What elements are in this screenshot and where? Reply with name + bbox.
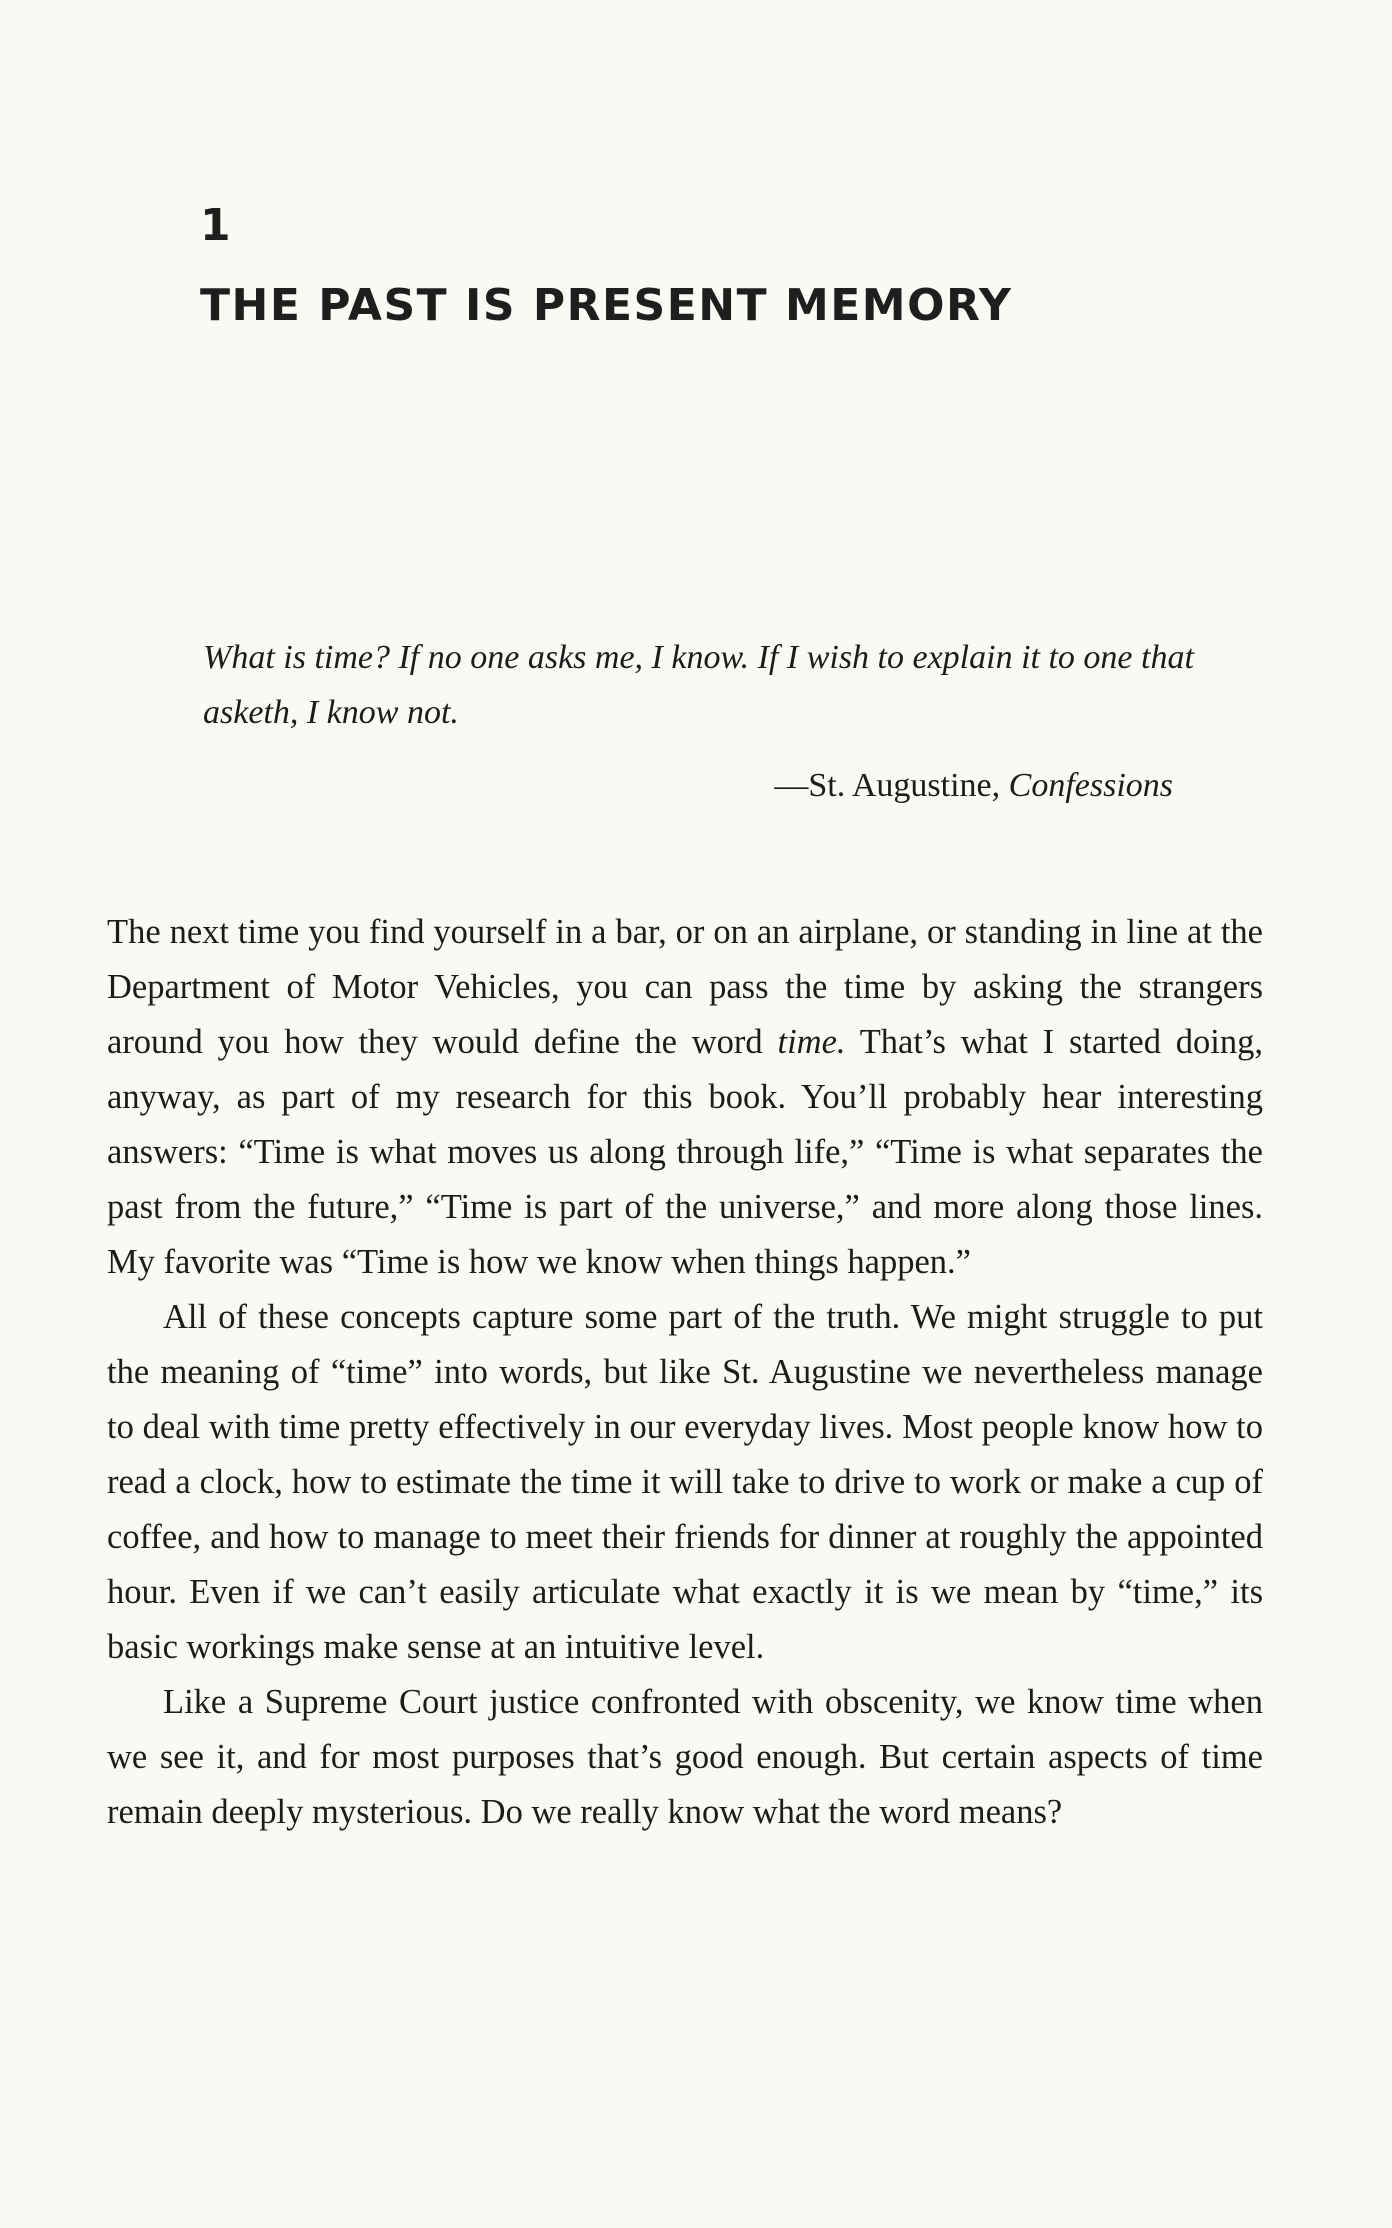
epigraph-work-title: Confessions: [1008, 767, 1173, 804]
paragraph-1-emphasis: time.: [777, 1023, 846, 1061]
chapter-number: 1: [200, 200, 231, 251]
epigraph: [203, 630, 1194, 813]
paragraph-2: All of these concepts capture some part of the truth. We might struggle to put the meaning of “time” into words, but like St. Augustine we nevertheless manage to deal with time pretty effectively in our everyday lives. Most people know how to read a clock, how to estimate the time it will take to drive to work or make a cup of coffee, and how to manage to meet their friends for dinner at roughly the appointed hour. Even if we can’t easily articulate what exactly it is we mean by “time,” its basic workings make sense at an intuitive level.: [107, 1298, 1263, 1666]
epigraph-attribution: [203, 758, 1173, 813]
paragraph-1-text-b: That’s what I started doing, anyway, as part of my research for this book. You’ll probably hear interesting answers: “Time is what moves us along through life,” “Time is what separates the past from the future,” “Time is part of the universe,” and more along those lines. My favorite was “Time is how we know when things happen.”: [107, 1023, 1263, 1281]
epigraph-quote: What is time? If no one asks me, I know. If I wish to explain it to one that asketh, I know not.: [203, 639, 1194, 731]
body-text: [107, 905, 1263, 1840]
epigraph-author: —St. Augustine,: [774, 767, 1009, 804]
paragraph-1: [107, 905, 1263, 1290]
paragraph-3: Like a Supreme Court justice confronted with obscenity, we know time when we see it, and for most purposes that’s good enough. But certain aspects of time remain deeply mysterious. Do we really know what the word means?: [107, 1683, 1263, 1831]
chapter-title: THE PAST IS PRESENT MEMORY: [200, 280, 1013, 331]
paragraph-1-text-a: The next time you find yourself in a bar, or on an airplane, or standing in line at the Department of Motor Vehicles, you can pass the time by asking the strangers around you how they would define the word: [107, 913, 1263, 1061]
